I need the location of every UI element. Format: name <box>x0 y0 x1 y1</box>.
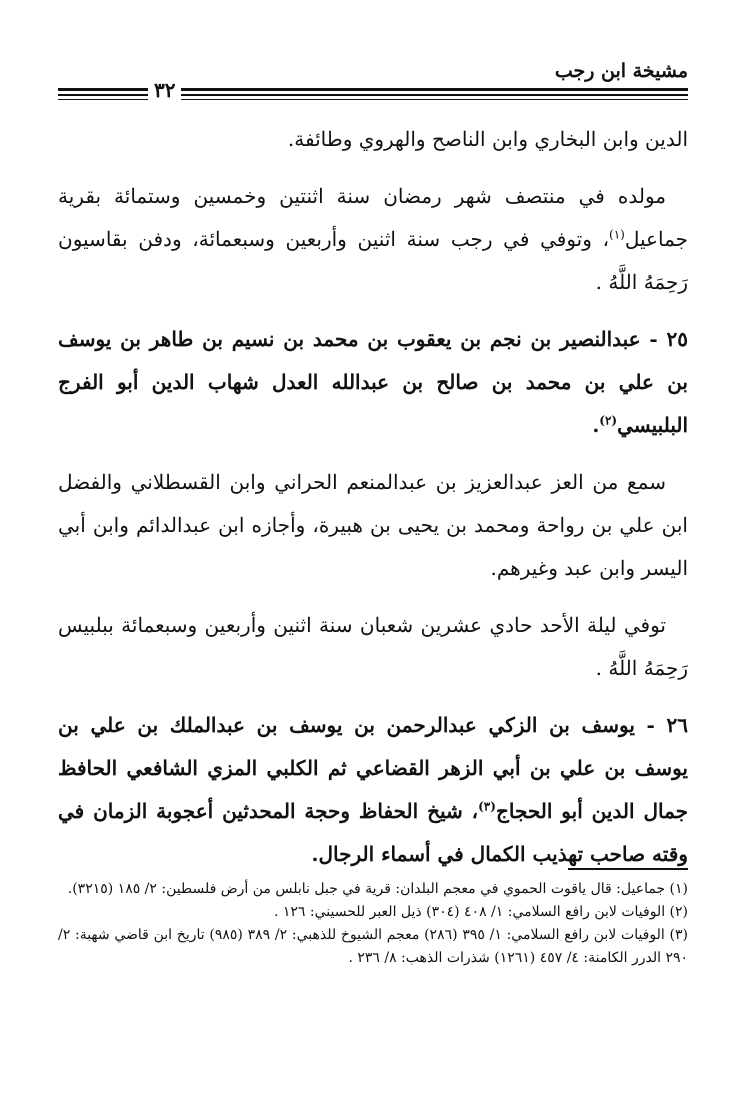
entry-heading-end: . <box>592 413 600 437</box>
paragraph-text: ، وتوفي في رجب سنة اثنين وأربعين وسبعمائة، ودفن بقاسيون رَحِمَهُ اللَّهُ . <box>58 227 688 294</box>
page-header <box>58 58 688 102</box>
entry-heading-end: ، شيخ الحفاظ وحجة المحدثين أعجوبة الزمان في وقته صاحب تهذيب الكمال في أسماء الرجال. <box>58 799 688 866</box>
paragraph-continuation: الدين وابن البخاري وابن الناصح والهروي وطائفة. <box>287 127 688 151</box>
entry-heading: ٢٦ - يوسف بن الزكي عبدالرحمن بن يوسف بن عبدالملك بن علي بن يوسف بن علي بن أبي الزهر القضاعي ثم الكلبي المزي الشافعي الحافظ جمال الدين أبو الحجاج <box>58 713 688 823</box>
footnote-3: (٣) الوفيات لابن رافع السلامي: ١/ ٣٩٥ (٢٨٦) معجم الشيوخ للذهبي: ٢/ ٣٨٩ (٩٨٥) تاريخ ابن قاضي شهبة: ٢/ ٢٩٠ الدرر الكامنة: ٤/ ٤٥٧ (١٢٦١) شذرات الذهب: ٨/ ٢٣٦ . <box>58 927 688 966</box>
paragraph-death: توفي ليلة الأحد حادي عشرين شعبان سنة اثنين وأربعين وسبعمائة ببلبيس رَحِمَهُ اللَّهُ . <box>58 613 688 680</box>
footnote-2: (٢) الوفيات لابن رافع السلامي: ١/ ٤٠٨ (٣٠٤) ذيل العبر للحسيني: ١٢٦ . <box>273 904 688 920</box>
paragraph-text: مولده في منتصف شهر رمضان سنة اثنتين وخمسين وستمائة بقرية جماعيل <box>58 184 688 251</box>
footnote-ref-2[interactable]: (٢) <box>599 413 618 428</box>
page-number: ٣٢ <box>148 80 181 100</box>
paragraph-teachers: سمع من العز عبدالعزيز بن عبدالمنعم الحراني وابن القسطلاني والفضل ابن علي بن رواحة ومحمد بن يحيى بن هبيرة، وأجازه ابن عبدالدائم وابن أبي اليسر وابن عبد وغيرهم. <box>58 470 688 580</box>
footnotes <box>58 878 688 970</box>
paragraph-birth-death <box>58 175 688 304</box>
entry-heading: ٢٥ - عبدالنصير بن نجم بن يعقوب بن محمد بن نسيم بن طاهر بن يوسف بن علي بن محمد بن صالح بن عبدالله العدل شهاب الدين أبو الفرج البلبيسي <box>58 327 688 437</box>
footnote-ref-3[interactable]: (٣) <box>478 799 496 814</box>
biography-entry-25 <box>58 318 688 447</box>
main-text <box>58 118 688 890</box>
footnote-ref-1[interactable]: (١) <box>609 227 625 242</box>
running-title: مشيخة ابن رجب <box>554 60 688 82</box>
footnote-separator <box>568 868 688 870</box>
biography-entry-26 <box>58 704 688 876</box>
footnote-1: (١) جماعيل: قال ياقوت الحموي في معجم البلدان: قرية في جبل نابلس من أرض فلسطين: ٢/ ١٨٥ (٣٢١٥). <box>67 881 688 897</box>
